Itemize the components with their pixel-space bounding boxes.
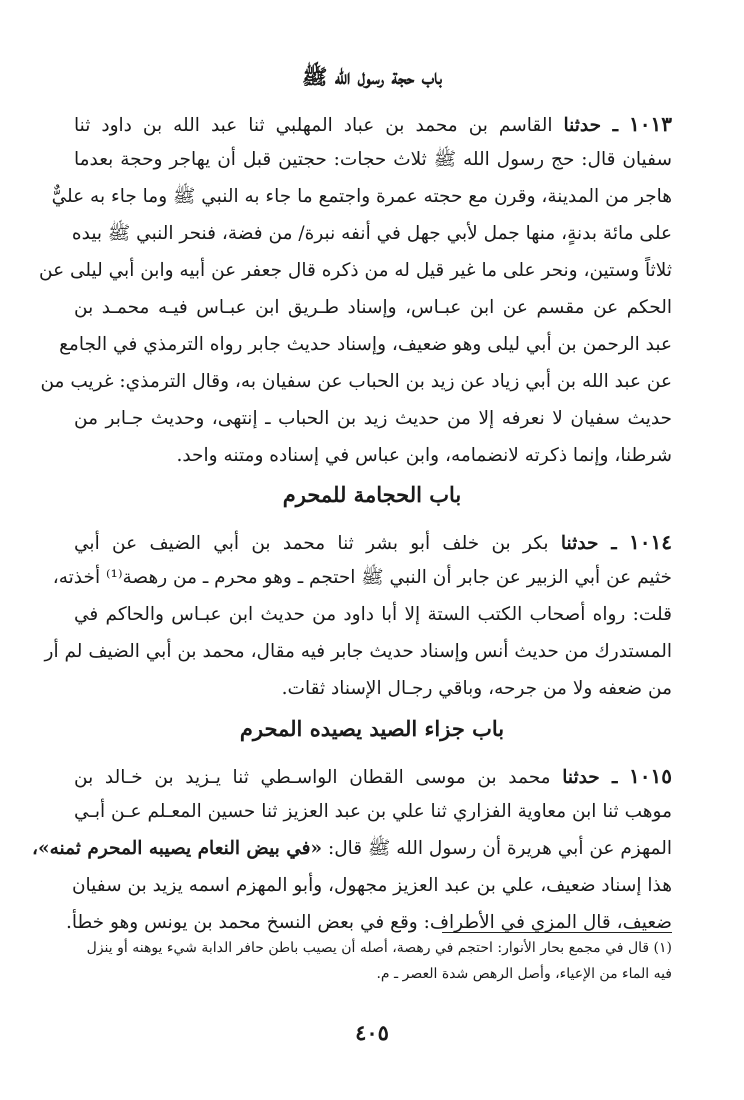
footnote-divider xyxy=(442,932,672,933)
text-line: ثلاثاً وستين، ونحر على ما غير قيل له من ذكره قال جعفر عن أبيه وابن أبي ليلى عن xyxy=(38,260,672,281)
footnote-line: فيه الماء من الإعياء، وأصل الرهص شدة العصر ـ م. xyxy=(376,966,672,982)
hadith-number: ١٠١٣ xyxy=(629,112,672,136)
hadith-keyword: ـ حدثنا xyxy=(563,115,619,136)
text-line: خثيم عن أبي الزبير عن جابر أن النبي ﷺ احتجم ـ وهو محرم ـ من رهصة⁽¹⁾ أخذته، xyxy=(52,567,672,588)
text-line: سفيان قال: حج رسول الله ﷺ ثلاث حجات: حجتين قبل أن يهاجر وحجة بعدما xyxy=(74,149,672,170)
text-line: موهب ثنا ابن معاوية الفزاري ثنا علي بن عبد العزيز ثنا حسين المعـلم عـن أبـي xyxy=(74,801,672,822)
hadith-keyword: ـ حدثنا xyxy=(562,767,618,788)
text-line: من ضعفه ولا من جرحه، وباقي رجـال الإسناد ثقات. xyxy=(281,678,672,699)
text-line: محمد بن موسى القطان الواسـطي ثنا يـزيد بن خـالد بن xyxy=(74,767,551,788)
text-line: عبد الرحمن بن أبي ليلى وهو ضعيف، وإسناد حديث جابر رواه الترمذي في الجامع xyxy=(59,334,672,355)
text-line: الحكم عن مقسم عن ابن عبـاس، وإسناد طـريق ابن عبـاس فيـه محمـد بن xyxy=(74,297,672,318)
text-line xyxy=(32,838,672,864)
hadith-keyword: ـ حدثنا xyxy=(560,533,617,554)
text-line: قلت: رواه أصحاب الكتب الستة إلا أبا داود من حديث ابن عبـاس والحاكم في xyxy=(74,604,672,625)
text-line: القاسم بن محمد بن عباد المهلبي ثنا عبد الله بن داود ثنا xyxy=(74,115,553,136)
text-line: المستدرك من حديث أنس وإسناد حديث جابر فيه مقال، محمد بن أبي الضيف لم أر xyxy=(44,641,672,662)
text-line: عن عبد الله بن أبي زياد عن زيد بن الحباب عن سفيان به، وقال الترمذي: غريب من xyxy=(40,371,672,392)
text-line: شرطنا، وإنما ذكرته لانضمامه، وابن عباس في إسناده ومتنه واحد. xyxy=(176,445,672,466)
text-line: المهزم عن أبي هريرة أن رسول الله ﷺ قال: xyxy=(327,838,672,859)
text-line: بكر بن خلف أبو بشر ثنا محمد بن أبي الضيف عن أبي xyxy=(74,533,549,554)
text-line: هذا إسناد ضعيف، علي بن عبد العزيز مجهول، وأبو المهزم اسمه يزيد بن سفيان xyxy=(71,875,672,896)
hadith-number: ١٠١٤ xyxy=(629,530,672,554)
text-line: على مائة بدنةٍ، منها جمل لأبي جهل في أنفه نبرة/ من فضة، فنحر النبي ﷺ بيده xyxy=(71,223,672,244)
section-heading: باب جزاء الصيد يصيده المحرم xyxy=(239,716,505,741)
section-heading: باب الحجامة للمحرم xyxy=(282,482,462,507)
footnote-line: (١) قال في مجمع بحار الأنوار: احتجم في رهصة، أصله أن يصيب باطن حافر الدابة شيء يوهنه أو ينزل xyxy=(86,940,672,956)
hadith-first-line xyxy=(74,764,672,788)
page-number: ٤٠٥ xyxy=(355,1020,389,1045)
text-line: ضعيف، قال المزي في الأطراف: وقع في بعض النسخ محمد بن يونس وهو خطأ. xyxy=(65,912,672,933)
hadith-first-line xyxy=(74,112,672,136)
hadith-first-line xyxy=(74,530,672,554)
hadith-number: ١٠١٥ xyxy=(629,764,672,788)
hadith-quote: «في بيض النعام يصيبه المحرم ثمنه»، xyxy=(32,838,323,859)
text-line: حديث سفيان لا نعرفه إلا من حديث زيد بن الحباب ـ إنتهى، وحديث جـابر من xyxy=(74,408,672,429)
section-heading: باب حجة رسول الله ﷺ xyxy=(302,64,442,89)
text-line: هاجر من المدينة، وقرن مع حجته عمرة واجتمع ما جاء به النبي ﷺ وما جاء به عليٌّ xyxy=(51,186,672,207)
